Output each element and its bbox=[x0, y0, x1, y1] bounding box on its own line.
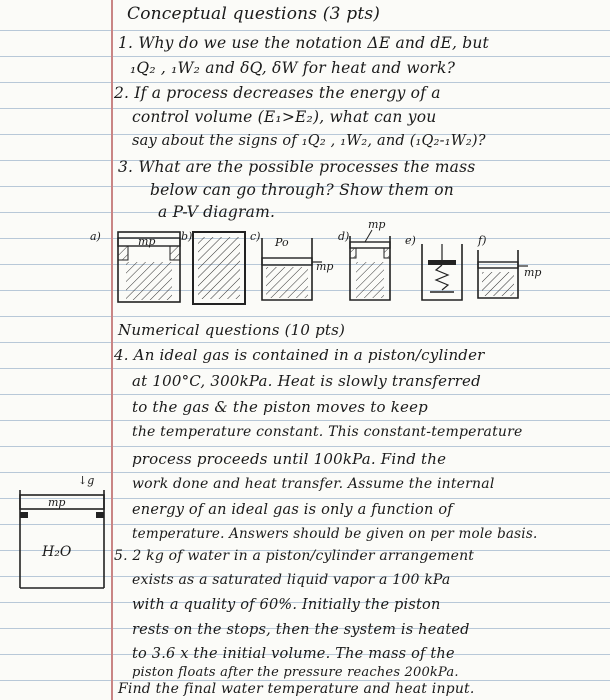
question-2-line-1: 2. If a process decreases the energy of a bbox=[114, 84, 441, 102]
sketch-e bbox=[422, 244, 462, 300]
question-1-line-2: ₁Q₂ , ₁W₂ and δQ, δW for heat and work? bbox=[130, 59, 456, 77]
question-4-line-4: the temperature constant. This constant-temperature bbox=[132, 424, 523, 440]
sketch-a bbox=[118, 232, 180, 302]
gravity-label: ↓g bbox=[78, 474, 95, 487]
sketch-label-f: f) bbox=[478, 234, 487, 247]
sketch-b bbox=[193, 232, 245, 304]
sketch-f bbox=[478, 250, 541, 298]
question-4-line-2: at 100°C, 300kPa. Heat is slowly transferred bbox=[132, 372, 481, 390]
sketch-label-a: a) bbox=[90, 230, 101, 243]
sketch-label-d: d) bbox=[338, 230, 350, 243]
mass-label-a: mp bbox=[138, 235, 156, 248]
question-5-line-1: 5. 2 kg of water in a piston/cylinder arrangement bbox=[114, 548, 475, 564]
po-label-c: Po bbox=[275, 236, 289, 249]
question-4-line-6: work done and heat transfer. Assume the internal bbox=[132, 476, 495, 492]
conceptual-heading: Conceptual questions (3 pts) bbox=[127, 4, 381, 24]
sketch-d bbox=[350, 218, 390, 300]
mass-label-d: mp bbox=[368, 218, 386, 231]
side-mass-label: mp bbox=[48, 496, 66, 509]
question-3-line-2: below can go through? Show them on bbox=[150, 181, 454, 199]
stop-right bbox=[96, 512, 104, 518]
stop-left bbox=[20, 512, 28, 518]
question-5-line-6: piston floats after the pressure reaches 200kPa. bbox=[132, 665, 459, 680]
mass-label-c: mp bbox=[316, 260, 334, 273]
question-4-line-8: temperature. Answers should be given on per mole basis. bbox=[132, 526, 538, 542]
question-5-line-4: rests on the stops, then the system is heated bbox=[132, 622, 470, 638]
question-5-line-3: with a quality of 60%. Initially the piston bbox=[132, 597, 441, 613]
mass-label-f: mp bbox=[524, 266, 542, 279]
question-3-line-3: a P-V diagram. bbox=[158, 203, 276, 221]
question-4-line-1: 4. An ideal gas is contained in a piston/cylinder bbox=[114, 346, 485, 364]
question-4-line-7: energy of an ideal gas is only a function of bbox=[132, 502, 453, 518]
question-5-line-2: exists as a saturated liquid vapor a 100 kPa bbox=[132, 572, 451, 588]
sketch-label-b: b) bbox=[181, 230, 193, 243]
question-4-line-3: to the gas & the piston moves to keep bbox=[132, 398, 428, 416]
question-2-line-2: control volume (E₁>E₂), what can you bbox=[132, 108, 437, 126]
question-3-line-1: 3. What are the possible processes the mass bbox=[118, 158, 476, 176]
sketch-label-e: e) bbox=[405, 234, 416, 247]
question-5-line-5: to 3.6 x the initial volume. The mass of the bbox=[132, 646, 455, 662]
sketch-label-c: c) bbox=[250, 230, 261, 243]
question-5-line-7: Find the final water temperature and heat input. bbox=[118, 681, 475, 697]
water-label: H₂O bbox=[42, 544, 72, 560]
sketch-c bbox=[262, 236, 333, 300]
question-1-line-1: 1. Why do we use the notation ΔE and dE, but bbox=[118, 34, 489, 52]
question-4-line-5: process proceeds until 100kPa. Find the bbox=[132, 450, 447, 468]
numerical-heading: Numerical questions (10 pts) bbox=[118, 321, 346, 339]
water-piston-cylinder-figure bbox=[0, 0, 112, 700]
question-2-line-3: say about the signs of ₁Q₂ , ₁W₂, and (₁Q₂-₁W₂)? bbox=[132, 133, 486, 149]
